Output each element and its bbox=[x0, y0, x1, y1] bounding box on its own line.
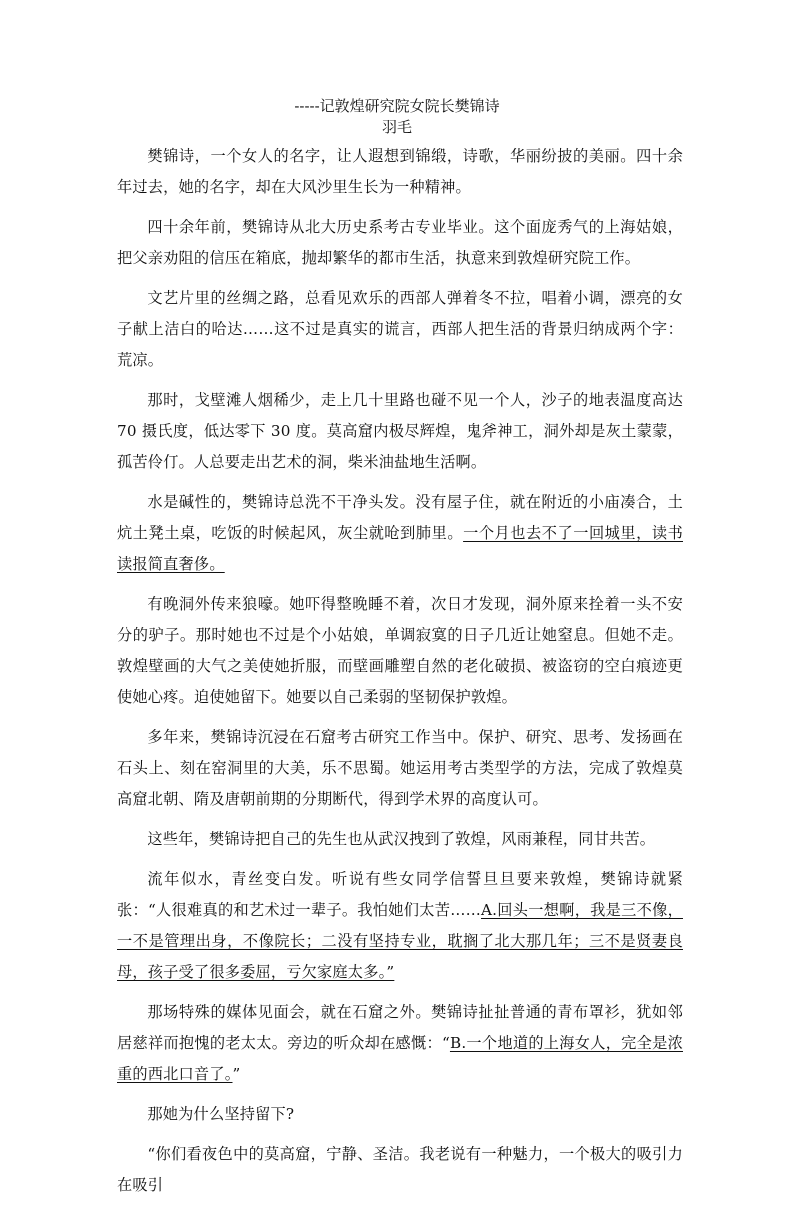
paragraph bbox=[117, 722, 683, 815]
paragraph-text: ” bbox=[232, 1065, 241, 1083]
article-author: 羽毛 bbox=[381, 118, 412, 136]
paragraph bbox=[117, 589, 683, 713]
paragraph bbox=[117, 212, 683, 274]
underlined-text: A.回头一想啊，我是三不像，一不是管理出身，不像院长；二没有坚持专业，耽搁了北大那几年；三不是贤妻良母，孩子受了很多委屈，亏欠家庭太多。” bbox=[117, 901, 683, 981]
paragraph bbox=[117, 997, 683, 1090]
paragraph-text: 流年似水，青丝变白发。听说有些女同学信誓旦旦要来敦煌，樊锦诗就紧张：“人很难真的和艺术过一辈子。我怕她们太苦…… bbox=[117, 870, 683, 919]
paragraph bbox=[117, 487, 683, 580]
paragraph-text: “你们看夜色中的莫高窟，宁静、圣洁。我老说有一种魅力，一个极大的吸引力在吸引 bbox=[117, 1145, 683, 1194]
underlined-text: B.一个地道的上海女人，完全是浓重的西北口音了。 bbox=[117, 1034, 683, 1083]
paragraph-text: 那时，戈壁滩人烟稀少，走上几十里路也碰不见一个人，沙子的地表温度高达 70 摄氏度，低达零下 30 度。莫高窟内极尽辉煌，鬼斧神工，洞外却是灰土蒙蒙，孤苦伶仃。人总要走出艺术的洞，柴米油盐地生活啊。 bbox=[117, 391, 683, 471]
paragraph-text: 文艺片里的丝绸之路，总看见欢乐的西部人弹着冬不拉，唱着小调，漂亮的女子献上洁白的哈达……这不过是真实的谎言，西部人把生活的背景归纳成两个字：荒凉。 bbox=[117, 289, 683, 369]
paragraph-text: 有晚洞外传来狼嚎。她吓得整晚睡不着，次日才发现，洞外原来拴着一头不安分的驴子。那时她也不过是个小姑娘，单调寂寞的日子几近让她窒息。但她不走。敦煌壁画的大气之美使她折服，而壁画雕塑自然的老化破损、被盗窃的空白痕迹更使她心疼。迫使她留下。她要以自己柔弱的坚韧保护敦煌。 bbox=[117, 595, 683, 706]
article-body bbox=[117, 141, 683, 1210]
paragraph-text: 四十余年前，樊锦诗从北大历史系考古专业毕业。这个面庞秀气的上海姑娘，把父亲劝阻的信压在箱底，抛却繁华的都市生活，执意来到敦煌研究院工作。 bbox=[117, 218, 683, 267]
article-subtitle: -----记敦煌研究院女院长樊锦诗 bbox=[294, 97, 500, 115]
paragraph-text: 樊锦诗，一个女人的名字，让人遐想到锦缎，诗歌，华丽纷披的美丽。四十余年过去，她的名字，却在大风沙里生长为一种精神。 bbox=[117, 147, 683, 196]
paragraph bbox=[117, 283, 683, 376]
paragraph bbox=[117, 1139, 683, 1201]
paragraph bbox=[117, 1099, 683, 1130]
paragraph-text: 这些年，樊锦诗把自己的先生也从武汉拽到了敦煌，风雨兼程，同甘共苦。 bbox=[147, 830, 656, 848]
underlined-text: 一个月也去不了一回城里，读书读报简直奢侈。 bbox=[117, 524, 683, 573]
paragraph-text: 水是碱性的，樊锦诗总洗不干净头发。没有屋子住，就在附近的小庙凑合，土炕土凳土桌，吃饭的时候起风，灰尘就呛到肺里。 bbox=[117, 493, 683, 542]
paragraph-text: 多年来，樊锦诗沉浸在石窟考古研究工作当中。保护、研究、思考、发扬画在石头上、刻在窑洞里的大美，乐不思蜀。她运用考古类型学的方法，完成了敦煌莫高窟北朝、隋及唐朝前期的分期断代，得到学术界的高度认可。 bbox=[117, 728, 683, 808]
paragraph bbox=[117, 864, 683, 988]
paragraph bbox=[117, 385, 683, 478]
paragraph bbox=[117, 824, 683, 855]
paragraph bbox=[117, 141, 683, 203]
paragraph-text: 那场特殊的媒体见面会，就在石窟之外。樊锦诗扯扯普通的青布罩衫，犹如邻居慈祥而抱愧的老太太。旁边的听众却在感慨：“ bbox=[117, 1003, 683, 1052]
paragraph-text: 那她为什么坚持留下? bbox=[147, 1105, 295, 1123]
